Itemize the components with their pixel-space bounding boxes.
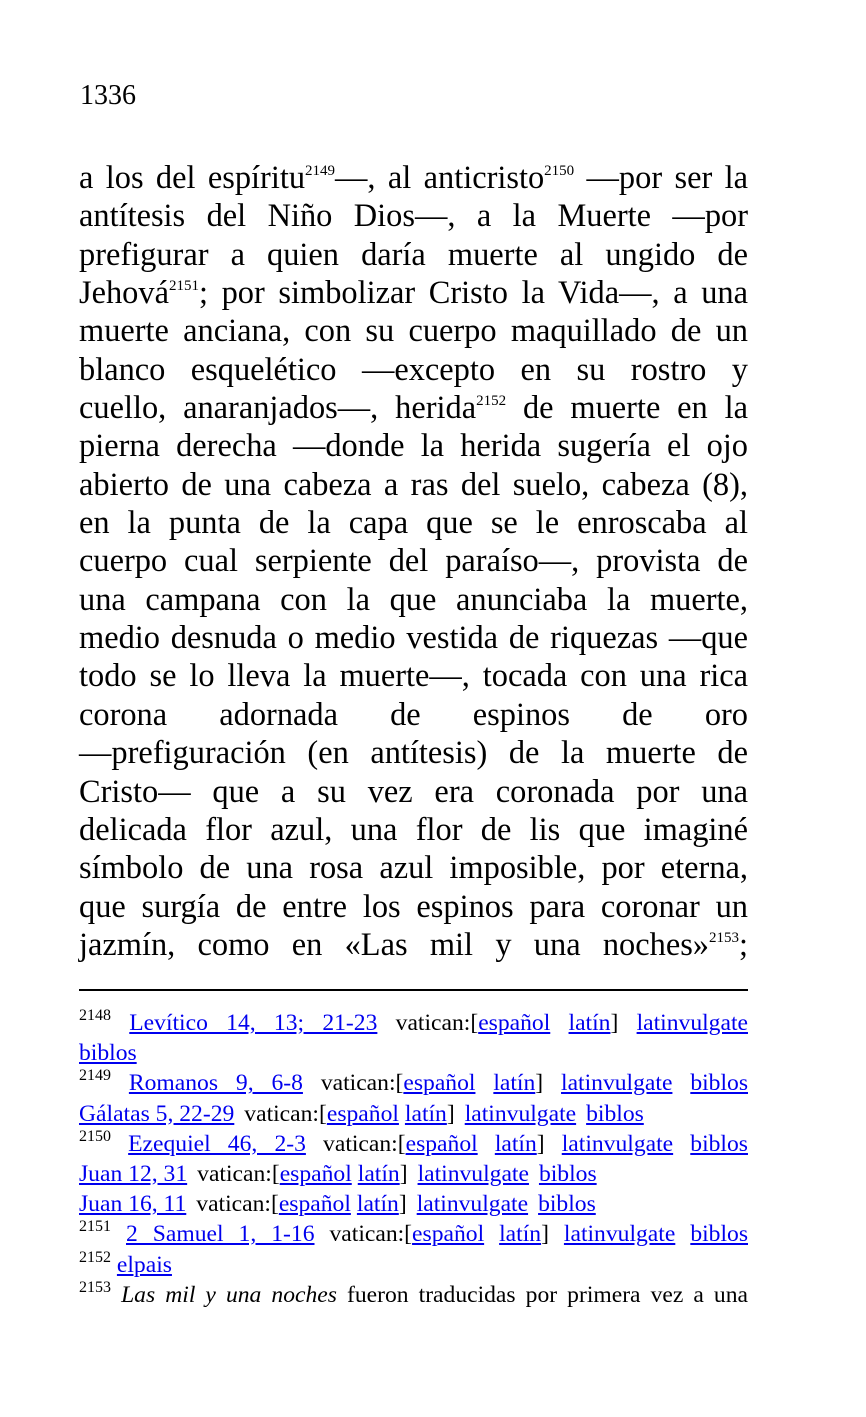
- vatican-close: ]: [610, 1010, 619, 1036]
- body-text-run: corona adornada de espinos de oro: [79, 696, 748, 733]
- body-text-run: de muerte en la: [506, 390, 748, 427]
- body-text-run: prefigurar a quien daría muerte al ungido de: [79, 236, 748, 273]
- biblos-link[interactable]: biblos: [538, 1191, 596, 1218]
- body-text-run: cuello, anaranjados—, herida: [79, 390, 477, 427]
- vatican-latin-link[interactable]: latín: [357, 1160, 400, 1187]
- page-number: 1336: [80, 80, 136, 111]
- body-line: [79, 888, 748, 926]
- footnote-ref-link[interactable]: Juan 16, 11: [79, 1191, 187, 1218]
- latinvulgate-link[interactable]: latinvulgate: [561, 1070, 673, 1097]
- biblos-link[interactable]: biblos: [538, 1160, 597, 1187]
- vatican-close: ]: [541, 1221, 549, 1248]
- vatican-label: vatican:[: [395, 1010, 479, 1036]
- footnote-ref-link[interactable]: 2 Samuel 1, 1-16: [126, 1221, 315, 1248]
- body-line: [79, 773, 748, 811]
- footnote-2151: [79, 1219, 748, 1249]
- body-text-run: antítesis del Niño Dios—, a la Muerte —por: [79, 198, 748, 235]
- biblos-link[interactable]: biblos: [690, 1221, 748, 1248]
- footnote-2149-ref2: [79, 1099, 748, 1129]
- vatican-latin-link[interactable]: latín: [356, 1191, 399, 1218]
- footnote-ref-link[interactable]: Levítico 14, 13; 21-23: [129, 1010, 378, 1036]
- vatican-espanol-link[interactable]: español: [412, 1221, 485, 1248]
- body-text-run: ;: [739, 926, 748, 963]
- vatican-espanol-link[interactable]: español: [326, 1100, 399, 1127]
- vatican-label: vatican:[: [244, 1100, 327, 1127]
- body-line: [79, 236, 748, 274]
- footnote-text: fueron traducidas por primera vez a una: [336, 1281, 748, 1308]
- footnote-2148: [79, 1008, 748, 1038]
- body-line: [79, 542, 748, 580]
- body-text-run: ; por simbolizar Cristo la Vida—, a una: [198, 275, 748, 312]
- biblos-link[interactable]: biblos: [79, 1040, 137, 1067]
- footnote-number: 2148: [79, 1007, 111, 1024]
- footnote-italic-title: Las mil y una noches: [121, 1281, 337, 1308]
- footnote-marker: 2149: [305, 163, 336, 179]
- footnote-separator: [79, 989, 748, 991]
- body-line: [79, 274, 748, 312]
- footnote-2152: [79, 1250, 748, 1280]
- footnote-number: 2151: [79, 1218, 111, 1236]
- vatican-label: vatican:[: [196, 1191, 279, 1218]
- vatican-latin-link[interactable]: latín: [499, 1221, 542, 1248]
- biblos-link[interactable]: biblos: [690, 1070, 748, 1097]
- vatican-espanol-link[interactable]: español: [403, 1070, 476, 1097]
- vatican-label: vatican:[: [329, 1221, 413, 1248]
- footnote-marker: 2150: [544, 163, 575, 179]
- body-line: [79, 849, 748, 887]
- body-text-run: —por ser la: [574, 160, 748, 196]
- footnote-ref-link[interactable]: Romanos 9, 6-8: [128, 1070, 303, 1097]
- footnote-marker: 2152: [476, 393, 507, 410]
- body-text-run: —, al anticristo: [335, 160, 545, 196]
- body-line: [79, 926, 748, 964]
- footnote-ref-link[interactable]: Ezequiel 46, 2-3: [128, 1130, 306, 1157]
- body-line: [79, 389, 748, 427]
- body-line: [79, 619, 748, 657]
- body-line: [79, 427, 748, 465]
- latinvulgate-link[interactable]: latinvulgate: [416, 1191, 529, 1218]
- vatican-close: ]: [446, 1100, 455, 1127]
- body-text-run: pierna derecha —donde la herida sugería el ojo: [79, 428, 748, 465]
- footnote-number: 2152: [79, 1248, 111, 1266]
- footnote-number: 2150: [79, 1127, 111, 1145]
- body-text-run: Jehová: [79, 275, 169, 312]
- biblos-link[interactable]: biblos: [586, 1100, 644, 1127]
- footnote-2150-ref3: [79, 1189, 748, 1219]
- vatican-espanol-link[interactable]: español: [278, 1191, 351, 1218]
- vatican-label: vatican:[: [197, 1160, 280, 1187]
- vatican-close: ]: [398, 1191, 407, 1218]
- body-text-run: que surgía de entre los espinos para coronar un: [79, 888, 748, 925]
- vatican-close: ]: [399, 1160, 408, 1187]
- footnote-number: 2149: [79, 1067, 111, 1085]
- body-line: [79, 197, 748, 235]
- elpais-link[interactable]: elpais: [116, 1251, 172, 1278]
- body-text-run: —prefiguración (en antítesis) de la muerte de: [79, 735, 748, 772]
- body-line: [79, 811, 748, 849]
- body-text-run: todo se lo lleva la muerte—, tocada con una rica: [79, 658, 748, 695]
- latinvulgate-link[interactable]: latinvulgate: [636, 1010, 748, 1036]
- body-text-run: abierto de una cabeza a ras del suelo, cabeza (8),: [79, 466, 748, 503]
- footnote-2149: [79, 1068, 748, 1098]
- vatican-latin-link[interactable]: latín: [404, 1100, 447, 1127]
- footnotes: [79, 1008, 748, 1310]
- latinvulgate-link[interactable]: latinvulgate: [563, 1221, 676, 1248]
- footnote-ref-link[interactable]: Gálatas 5, 22-29: [79, 1100, 235, 1127]
- latinvulgate-link[interactable]: latinvulgate: [417, 1160, 529, 1187]
- footnote-number: 2153: [79, 1278, 111, 1296]
- vatican-latin-link[interactable]: latín: [494, 1130, 537, 1157]
- vatican-close: ]: [535, 1070, 544, 1097]
- body-text-run: blanco esquelético —excepto en su rostro y: [79, 351, 748, 388]
- latinvulgate-link[interactable]: latinvulgate: [464, 1100, 577, 1127]
- body-text-run: una campana con la que anunciaba la muerte,: [79, 581, 748, 618]
- footnote-ref-link[interactable]: Juan 12, 31: [79, 1160, 188, 1187]
- body-text-run: Cristo— que a su vez era coronada por una: [79, 773, 748, 810]
- body-text-run: cuerpo cual serpiente del paraíso—, provista de: [79, 543, 748, 580]
- vatican-latin-link[interactable]: latín: [568, 1010, 611, 1036]
- vatican-espanol-link[interactable]: español: [405, 1130, 478, 1157]
- footnote-marker: 2151: [168, 278, 199, 295]
- biblos-link[interactable]: biblos: [690, 1130, 748, 1157]
- vatican-espanol-link[interactable]: español: [279, 1160, 352, 1187]
- body-text-run: a los del espíritu: [79, 160, 306, 196]
- body-line: [79, 312, 748, 350]
- vatican-latin-link[interactable]: latín: [493, 1070, 536, 1097]
- body-line: [79, 696, 748, 734]
- body-line: [79, 159, 748, 197]
- body-text: [79, 159, 748, 964]
- body-line: [79, 657, 748, 695]
- footnote-marker: 2153: [709, 929, 739, 946]
- body-line: [79, 351, 748, 389]
- body-line: [79, 466, 748, 504]
- latinvulgate-link[interactable]: latinvulgate: [561, 1130, 674, 1157]
- body-text-run: en la punta de la capa que se le enroscaba al: [79, 505, 748, 542]
- vatican-close: ]: [536, 1130, 545, 1157]
- footnote-2148-cont: [79, 1038, 748, 1068]
- body-line: [79, 581, 748, 619]
- body-line: [79, 504, 748, 542]
- body-text-run: jazmín, como en «Las mil y una noches»: [79, 926, 709, 963]
- body-text-run: medio desnuda o medio vestida de riquezas —que: [79, 620, 748, 657]
- body-text-run: delicada flor azul, una flor de lis que imaginé: [79, 811, 748, 848]
- body-text-run: símbolo de una rosa azul imposible, por eterna,: [79, 850, 748, 887]
- body-line: [79, 734, 748, 772]
- footnote-2150-ref2: [79, 1159, 748, 1189]
- footnote-2150: [79, 1129, 748, 1159]
- footnote-2153: [79, 1280, 748, 1310]
- body-text-run: muerte anciana, con su cuerpo maquillado de un: [79, 313, 748, 350]
- vatican-label: vatican:[: [320, 1070, 404, 1097]
- vatican-espanol-link[interactable]: español: [478, 1010, 551, 1036]
- vatican-label: vatican:[: [323, 1130, 406, 1157]
